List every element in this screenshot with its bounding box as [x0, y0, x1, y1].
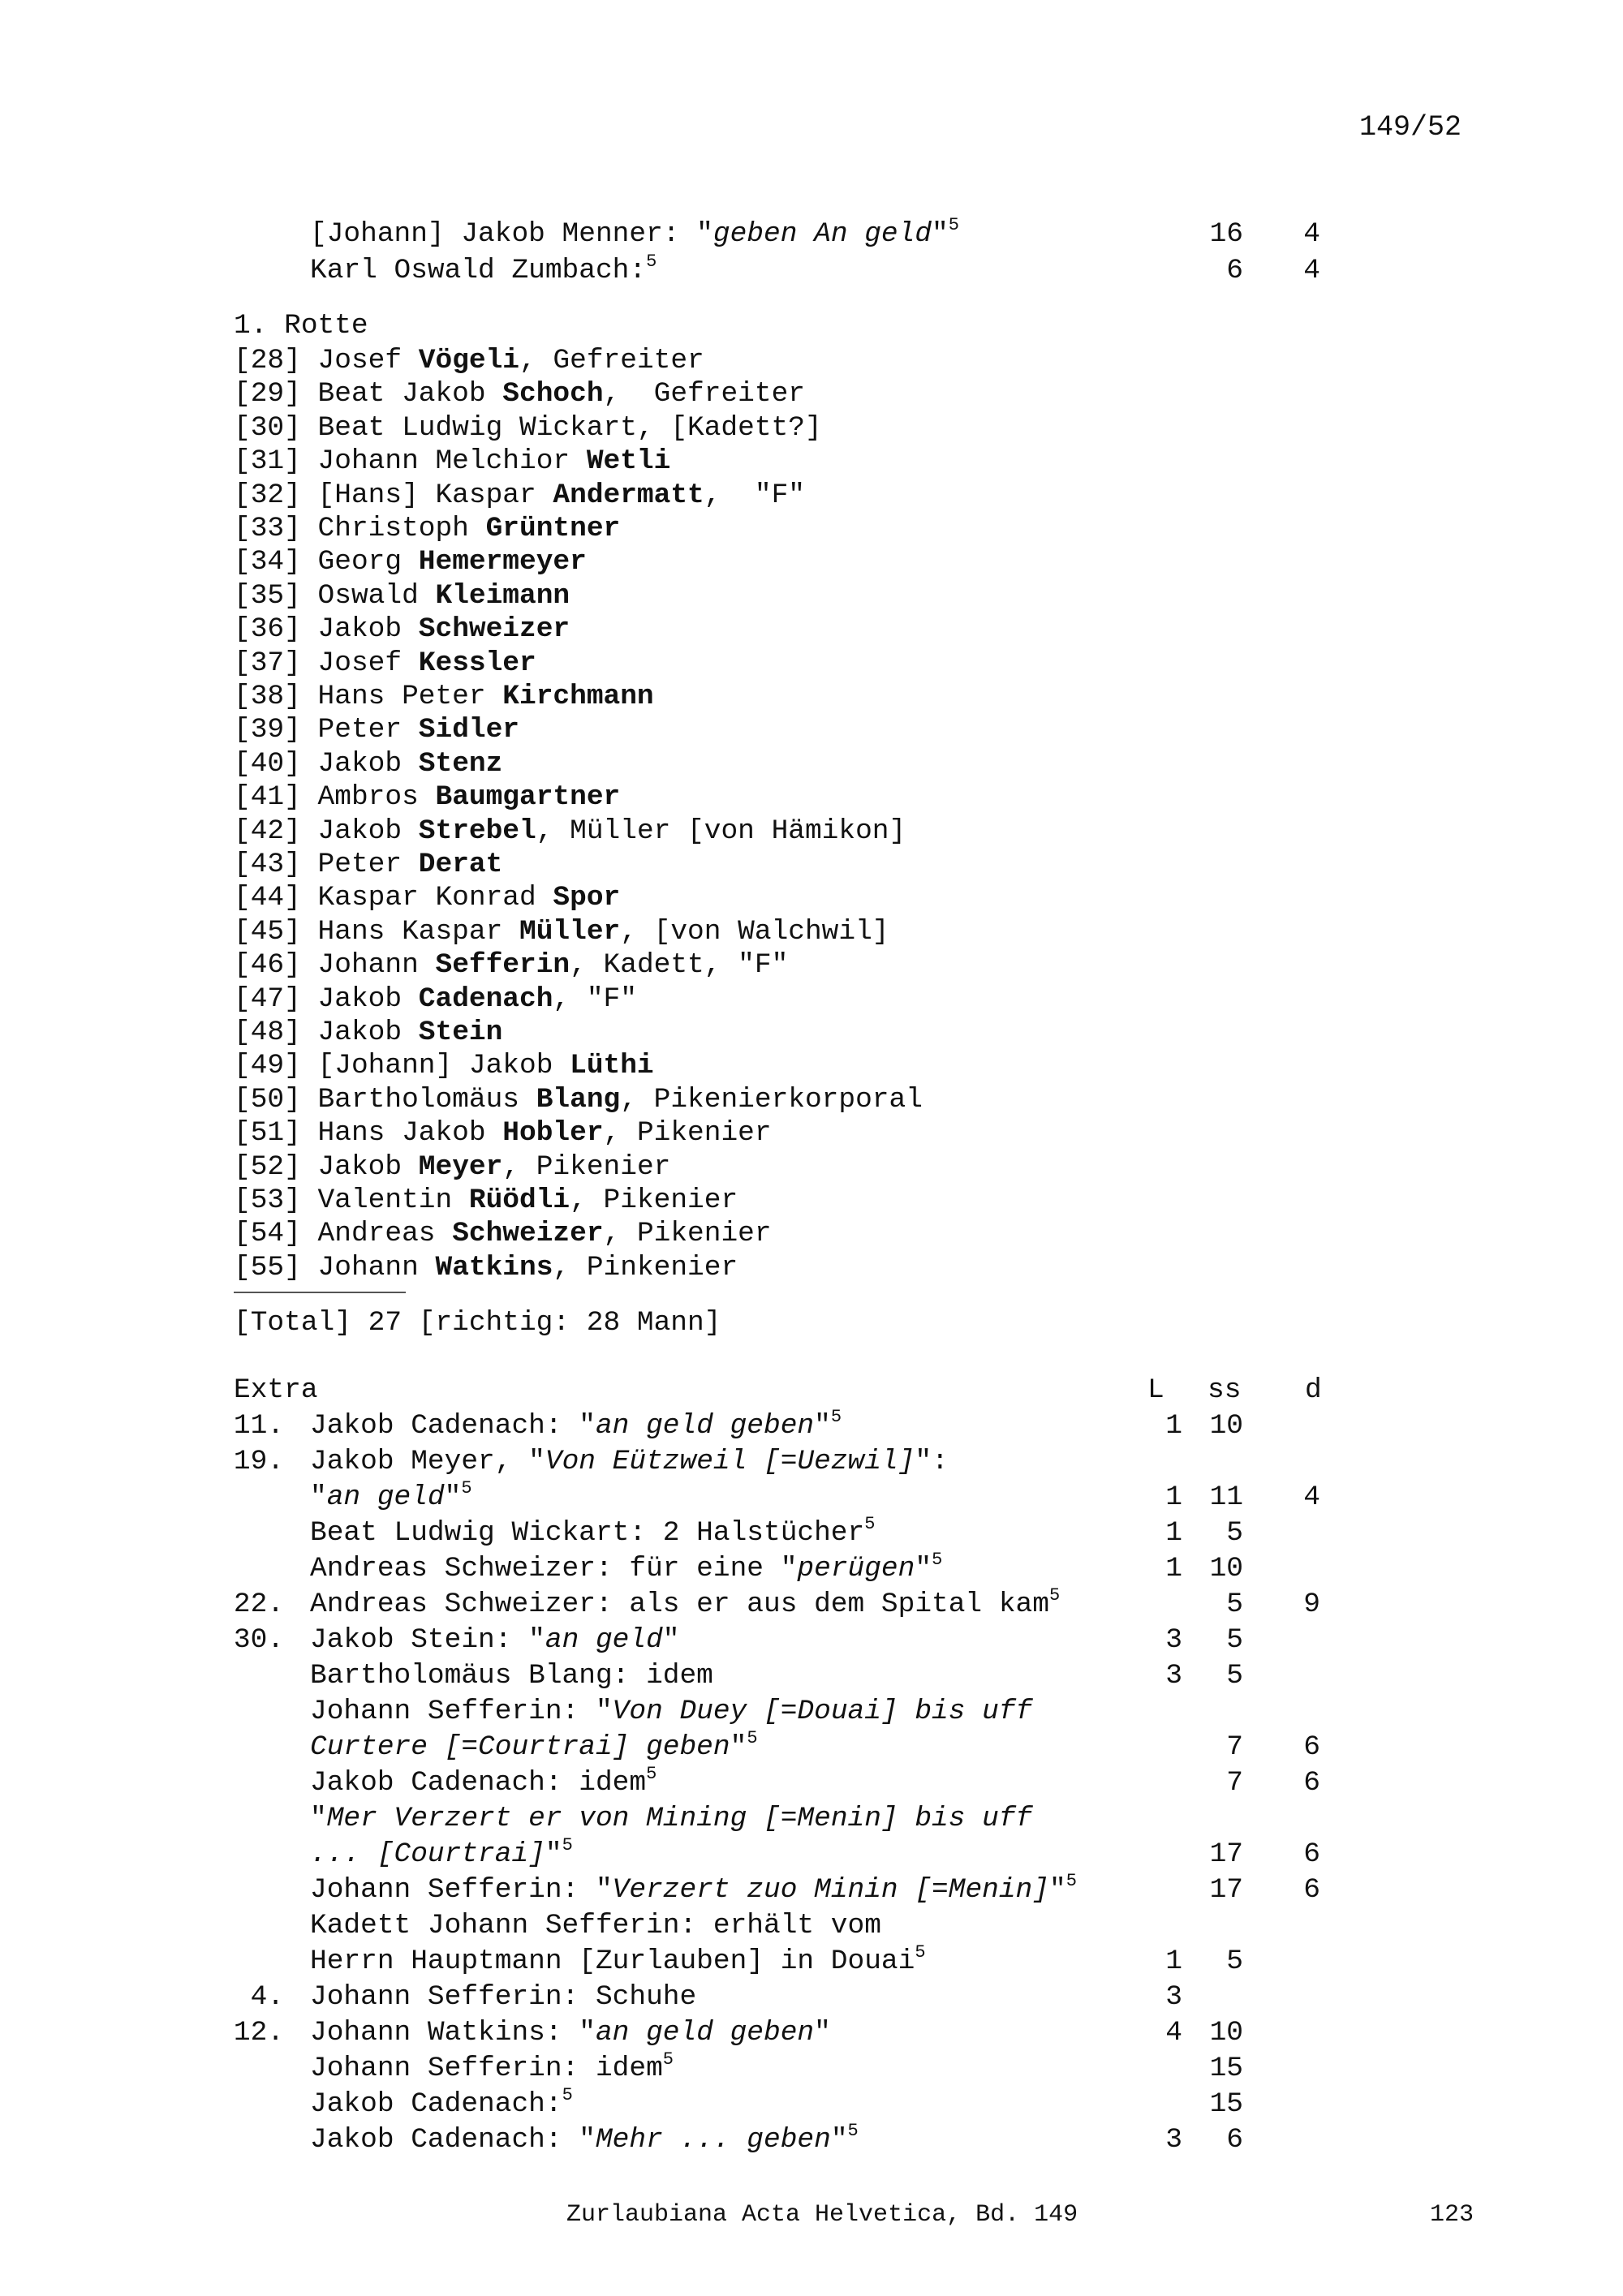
footnote-ref: 5	[662, 2049, 674, 2070]
given-name: Johann Melchior	[317, 445, 587, 478]
entry-text: Karl Oswald Zumbach:	[310, 255, 647, 286]
top-entry	[310, 215, 959, 250]
roster-entry	[234, 1019, 502, 1047]
date-day: 12.	[233, 2017, 284, 2049]
amount-ss: 15	[1209, 2053, 1243, 2084]
entry-text: Jakob Stein: "	[310, 1624, 545, 1656]
extra-heading: Extra	[234, 1374, 318, 1406]
amount-d: 6	[1303, 1731, 1320, 1763]
extra-entry	[310, 1585, 1061, 1620]
given-name: Peter	[317, 849, 419, 880]
amount-ss: 10	[1209, 1553, 1243, 1584]
amount-d: 4	[1303, 218, 1320, 250]
entry-italic: ... [Courtrai]	[310, 1838, 545, 1870]
role: , Pikenier	[603, 1117, 772, 1150]
amount-d: 6	[1303, 1838, 1320, 1870]
entry-text: Jakob Cadenach: "	[310, 2124, 596, 2156]
entry-close: "	[444, 1481, 462, 1513]
footnote-ref: 5	[461, 1478, 472, 1498]
surname: Cadenach	[418, 982, 553, 1015]
given-name: Peter	[317, 714, 419, 746]
roster-entry	[234, 445, 671, 478]
surname: Strebel	[418, 815, 536, 847]
roster-entry	[234, 815, 906, 847]
surname: Hobler	[502, 1117, 604, 1150]
extra-entry	[310, 2019, 831, 2048]
roster-entry	[234, 378, 805, 411]
extra-entry	[310, 1448, 949, 1477]
roster-number: [33]	[234, 513, 301, 544]
entry-italic: an geld	[545, 1624, 663, 1656]
surname: Stenz	[418, 747, 503, 780]
entry-italic: geben An geld	[712, 218, 932, 250]
entry-italic: Mehr ... geben	[595, 2124, 831, 2156]
given-name: Johann	[317, 1251, 436, 1283]
page-reference: 149/52	[1359, 111, 1462, 144]
entry-close: "	[1048, 1874, 1066, 1906]
entry-text: "	[310, 1481, 327, 1513]
entry-close: "	[915, 1553, 932, 1584]
given-name: Jakob	[317, 815, 419, 847]
given-name: Jakob	[317, 747, 419, 780]
amount-l: 3	[1165, 1624, 1182, 1656]
amount-d: 4	[1303, 255, 1320, 286]
surname: Lüthi	[570, 1050, 654, 1082]
given-name: Johann	[317, 949, 436, 982]
entry-italic: an geld geben	[595, 2017, 815, 2049]
entry-text: Johann Sefferin: "	[310, 1874, 613, 1906]
amount-ss: 5	[1226, 1946, 1243, 1977]
roster-number: [42]	[234, 815, 301, 847]
surname: Schweizer	[418, 613, 570, 646]
amount-l: 1	[1165, 1553, 1182, 1584]
entry-italic: perügen	[797, 1553, 915, 1584]
surname: Grüntner	[485, 513, 621, 544]
roster-entry	[234, 915, 889, 948]
amount-ss: 10	[1209, 1410, 1243, 1442]
extra-entry	[310, 1942, 926, 1977]
amount-ss: 16	[1209, 218, 1243, 250]
entry-close: "	[932, 218, 949, 250]
surname: Stein	[418, 1017, 503, 1048]
roster-entry	[234, 548, 587, 577]
extra-entry	[310, 2049, 674, 2084]
roster-entry	[234, 747, 503, 780]
role: , Pinkenier	[553, 1251, 738, 1283]
roster-entry	[234, 982, 637, 1015]
entry-text: Jakob Cadenach: idem	[310, 1767, 647, 1799]
entry-text: Herrn Hauptmann [Zurlauben] in Douai	[310, 1946, 915, 1977]
extra-entry	[310, 1478, 472, 1513]
role: , Gefreiter	[603, 378, 805, 411]
amount-d: 6	[1303, 1874, 1320, 1906]
amount-l: 3	[1165, 2124, 1182, 2156]
extra-entry	[310, 1835, 573, 1870]
column-header-d: d	[1305, 1374, 1322, 1406]
roster-number: [51]	[234, 1117, 301, 1150]
entry-text: Jakob Cadenach: "	[310, 1410, 596, 1442]
surname: Schoch	[502, 378, 604, 411]
entry-close: "	[662, 1624, 680, 1656]
page-number: 123	[1430, 2201, 1474, 2229]
amount-ss: 11	[1209, 1481, 1243, 1513]
entry-close: ":	[915, 1446, 949, 1477]
amount-d: 9	[1303, 1589, 1320, 1620]
top-entry	[310, 252, 657, 286]
role: , Pikenierkorporal	[620, 1083, 923, 1116]
given-name: Jakob	[317, 1150, 419, 1183]
extra-entry	[310, 1912, 881, 1941]
roster-number: [29]	[234, 378, 301, 411]
amount-l: 1	[1165, 1946, 1182, 1977]
extra-entry	[310, 1624, 680, 1656]
entry-italic: an geld geben	[595, 1410, 815, 1442]
footnote-ref: 5	[830, 1407, 842, 1427]
surname: Spor	[553, 882, 621, 914]
entry-text: Bartholomäus Blang: idem	[310, 1660, 713, 1692]
given-name: Josef	[317, 647, 419, 679]
amount-l: 1	[1165, 1410, 1182, 1442]
roster-entry	[234, 647, 536, 679]
amount-ss: 6	[1226, 2124, 1243, 2156]
amount-d: 4	[1303, 1481, 1320, 1513]
rotte-heading: 1. Rotte	[234, 310, 368, 342]
entry-text: "	[310, 1803, 327, 1834]
surname: Andermatt	[553, 479, 704, 511]
entry-italic: an geld	[326, 1481, 445, 1513]
extra-entry	[310, 1407, 842, 1442]
footnote-ref: 5	[646, 252, 657, 272]
roster-entry	[234, 1117, 772, 1150]
amount-ss: 10	[1209, 2017, 1243, 2049]
entry-text: Andreas Schweizer: für eine "	[310, 1553, 798, 1584]
surname: Kleimann	[435, 579, 570, 612]
roster-entry	[234, 1220, 772, 1249]
footnote-ref: 5	[1065, 1871, 1077, 1891]
entry-text: Andreas Schweizer: als er aus dem Spital kam	[310, 1589, 1049, 1620]
surname: Schweizer	[452, 1218, 604, 1250]
entry-text: Jakob Cadenach:	[310, 2088, 562, 2120]
date-day: 11.	[233, 1410, 284, 1442]
amount-ss: 15	[1209, 2088, 1243, 2120]
roster-entry	[234, 683, 654, 712]
surname: Sefferin	[435, 949, 570, 982]
column-header-l: L	[1147, 1374, 1165, 1406]
entry-close: "	[730, 1731, 747, 1763]
roster-number: [34]	[234, 546, 301, 578]
footnote-ref: 5	[915, 1942, 926, 1963]
total-line: [Total] 27 [richtig: 28 Mann]	[234, 1307, 721, 1339]
surname: Wetli	[586, 445, 671, 478]
amount-ss: 5	[1226, 1589, 1243, 1620]
extra-entry	[310, 1805, 1032, 1834]
role: , Pikenier	[502, 1150, 671, 1183]
surname: Baumgartner	[435, 781, 621, 814]
amount-d: 6	[1303, 1767, 1320, 1799]
given-name: Beat Ludwig Wickart, [Kadett?]	[317, 411, 822, 444]
surname: Sidler	[418, 714, 520, 746]
footnote-ref: 5	[562, 1835, 573, 1855]
entry-italic: Von Eützweil [=Uezwil]	[545, 1446, 915, 1477]
given-name: Kaspar Konrad	[317, 882, 553, 914]
amount-ss: 17	[1209, 1838, 1243, 1870]
surname: Müller	[519, 915, 621, 948]
given-name: Andreas	[317, 1218, 453, 1250]
roster-entry	[234, 347, 704, 376]
roster-number: [36]	[234, 613, 301, 646]
entry-italic: Curtere [=Courtrai] geben	[310, 1731, 730, 1763]
roster-number: [40]	[234, 747, 301, 780]
entry-close: "	[814, 2017, 831, 2049]
given-name: Hans Jakob	[317, 1117, 503, 1150]
roster-number: [48]	[234, 1017, 301, 1048]
extra-entry	[310, 1728, 758, 1763]
amount-l: 3	[1165, 1660, 1182, 1692]
amount-l: 1	[1165, 1481, 1182, 1513]
footnote-ref: 5	[1048, 1585, 1061, 1606]
footnote-ref: 5	[932, 1550, 943, 1570]
roster-number: [37]	[234, 647, 301, 679]
entry-text: Johann Watkins: "	[310, 2017, 596, 2049]
amount-l: 3	[1165, 1981, 1182, 2013]
roster-entry	[234, 1052, 654, 1081]
surname: Hemermeyer	[418, 546, 587, 578]
roster-entry	[234, 1251, 738, 1283]
roster-number: [50]	[234, 1083, 301, 1116]
given-name: Jakob	[317, 982, 419, 1015]
role: , Kadett, "F"	[570, 949, 789, 982]
role: , [von Walchwil]	[620, 915, 889, 948]
given-name: Bartholomäus	[317, 1083, 536, 1116]
roster-number: [35]	[234, 579, 301, 612]
date-day: 22.	[233, 1589, 284, 1620]
extra-entry	[310, 2085, 573, 2120]
extra-entry	[310, 1871, 1077, 1906]
amount-ss: 5	[1226, 1624, 1243, 1656]
extra-entry	[310, 1698, 1032, 1726]
entry-italic: Von Duey [=Douai] bis uff	[612, 1696, 1033, 1727]
amount-l: 4	[1165, 2017, 1182, 2049]
extra-entry	[310, 1514, 876, 1549]
footnote-ref: 5	[562, 2085, 573, 2105]
amount-ss: 6	[1226, 255, 1243, 286]
footnote-ref: 5	[747, 1728, 758, 1748]
given-name: Oswald	[317, 579, 436, 612]
roster-number: [38]	[234, 681, 301, 712]
roster-number: [55]	[234, 1251, 301, 1283]
roster-number: [43]	[234, 849, 301, 880]
footer-title: Zurlaubiana Acta Helvetica, Bd. 149	[566, 2201, 1078, 2229]
amount-ss: 5	[1226, 1660, 1243, 1692]
role: , Gefreiter	[519, 345, 704, 376]
given-name: Ambros	[317, 781, 436, 814]
roster-entry	[234, 884, 620, 913]
roster-entry	[234, 479, 805, 511]
roster-entry	[234, 716, 519, 745]
surname: Blang	[536, 1083, 621, 1116]
date-day: 19.	[233, 1446, 284, 1477]
roster-entry	[234, 851, 502, 879]
roster-number: [44]	[234, 882, 301, 914]
footnote-ref: 5	[948, 215, 959, 235]
role: , "F"	[553, 982, 637, 1015]
surname: Watkins	[435, 1251, 553, 1283]
roster-entry	[234, 949, 789, 982]
given-name: Hans Kaspar	[317, 915, 519, 948]
extra-entry	[310, 1662, 713, 1691]
role: , Müller [von Hämikon]	[536, 815, 906, 847]
roster-number: [52]	[234, 1150, 301, 1183]
roster-entry	[234, 1187, 738, 1215]
extra-entry	[310, 1764, 657, 1799]
surname: Rüödli	[468, 1185, 570, 1216]
given-name: [Hans] Kaspar	[317, 479, 553, 511]
roster-number: [41]	[234, 781, 301, 814]
entry-close: "	[545, 1838, 562, 1870]
entry-close: "	[830, 2124, 848, 2156]
roster-number: [32]	[234, 479, 301, 511]
given-name: Georg	[317, 546, 419, 578]
footnote-ref: 5	[646, 1764, 657, 1784]
given-name: [Johann] Jakob	[317, 1050, 570, 1082]
surname: Kirchmann	[502, 681, 654, 712]
entry-text: Johann Sefferin: Schuhe	[310, 1981, 697, 2013]
role: , "F"	[704, 479, 805, 511]
extra-entry	[310, 2121, 859, 2156]
given-name: Hans Peter	[317, 681, 503, 712]
column-header-ss: ss	[1208, 1374, 1242, 1406]
amount-ss: 7	[1226, 1731, 1243, 1763]
surname: Kessler	[418, 647, 536, 679]
roster-number: [45]	[234, 915, 301, 948]
entry-text: [Johann] Jakob Menner: "	[310, 218, 713, 250]
date-day: 4.	[250, 1981, 284, 2013]
extra-entry	[310, 1981, 697, 2013]
given-name: Jakob	[317, 1017, 419, 1048]
roster-number: [30]	[234, 411, 301, 444]
footnote-ref: 5	[847, 2121, 859, 2141]
entry-text: Johann Sefferin: "	[310, 1696, 613, 1727]
roster-entry	[234, 613, 570, 646]
roster-number: [54]	[234, 1218, 301, 1250]
role: , Pikenier	[570, 1185, 738, 1216]
amount-ss: 5	[1226, 1517, 1243, 1549]
entry-italic: Verzert zuo Minin [=Menin]	[612, 1874, 1049, 1906]
entry-italic: Mer Verzert er von Mining [=Menin] bis uff	[326, 1803, 1033, 1834]
entry-text: Beat Ludwig Wickart: 2 Halstücher	[310, 1517, 865, 1549]
amount-ss: 7	[1226, 1767, 1243, 1799]
given-name: Valentin	[317, 1185, 469, 1216]
roster-entry	[234, 579, 570, 612]
given-name: Beat Jakob	[317, 378, 503, 411]
given-name: Josef	[317, 345, 419, 376]
roster-entry	[234, 1150, 671, 1183]
entry-close: "	[814, 1410, 831, 1442]
underline-rule	[234, 1292, 406, 1293]
amount-ss: 17	[1209, 1874, 1243, 1906]
roster-number: [31]	[234, 445, 301, 478]
surname: Meyer	[418, 1150, 503, 1183]
roster-number: [46]	[234, 949, 301, 982]
roster-number: [49]	[234, 1050, 301, 1082]
roster-number: [47]	[234, 982, 301, 1015]
roster-entry	[234, 781, 621, 814]
date-day: 30.	[233, 1624, 284, 1656]
surname: Vögeli	[418, 345, 520, 376]
given-name: Jakob	[317, 613, 419, 646]
roster-number: [28]	[234, 345, 301, 376]
extra-entry	[310, 1550, 943, 1584]
surname: Derat	[418, 849, 503, 880]
amount-l: 1	[1165, 1517, 1182, 1549]
roster-entry	[234, 515, 620, 544]
given-name: Christoph	[317, 513, 486, 544]
roster-number: [39]	[234, 714, 301, 746]
footnote-ref: 5	[864, 1514, 876, 1534]
entry-text: Jakob Meyer, "	[310, 1446, 545, 1477]
entry-text: Johann Sefferin: idem	[310, 2053, 663, 2084]
entry-text: Kadett Johann Sefferin: erhält vom	[310, 1910, 881, 1941]
role: , Pikenier	[603, 1218, 772, 1250]
roster-entry	[234, 1083, 923, 1116]
roster-entry	[234, 411, 822, 444]
roster-number: [53]	[234, 1185, 301, 1216]
